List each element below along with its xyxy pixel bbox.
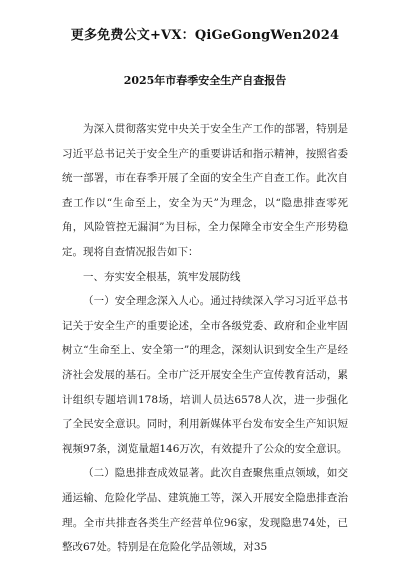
paragraph-safety-concept: （一）安全理念深入人心。通过持续深入学习习近平总书记关于安全生产的重要论述，全市各级党委、政府和企业牢固树立“生命至上、安全第一”的理念，深刻认识到安全生产是经济社会发展的基石。全市广泛开展安全生产宣传教育活动，累计组织专题培训178场，培训人员达6578人次，进一步强化了全民安全意识。同时，利用新媒体平台发布安全生产知识短视频97条，浏览量超146万次，有效提升了公众的安全意识。 xyxy=(62,295,348,455)
paragraph-hazard-inspection: （二）隐患排查成效显著。此次自查聚焦重点领域，如交通运输、危险化学品、建筑施工等，深入开展安全隐患排查治理。全市共排查各类生产经营单位96家，发现隐患74处，已整改67处。特别是在危险化学品领域，对35 xyxy=(62,467,348,554)
document-title: 2025年市春季安全生产自查报告 xyxy=(123,74,287,87)
document-body xyxy=(62,117,348,560)
section-heading-1: 一、夯实安全根基，筑牢发展防线 xyxy=(83,270,241,283)
watermark-header: 更多免费公文+VX：QiGeGongWen2024 xyxy=(70,28,340,43)
paragraph-intro: 为深入贯彻落实党中央关于安全生产工作的部署，特别是习近平总书记关于安全生产的重要讲话和指示精神，按照省委统一部署，市在春季开展了全面的安全生产自查工作。此次自查工作以“生命至上，安全为天”为理念，以“隐患排查零死角，风险管控无漏洞”为目标，全力保障全市安全生产形势稳定。现将自查情况报告如下： xyxy=(62,123,348,258)
